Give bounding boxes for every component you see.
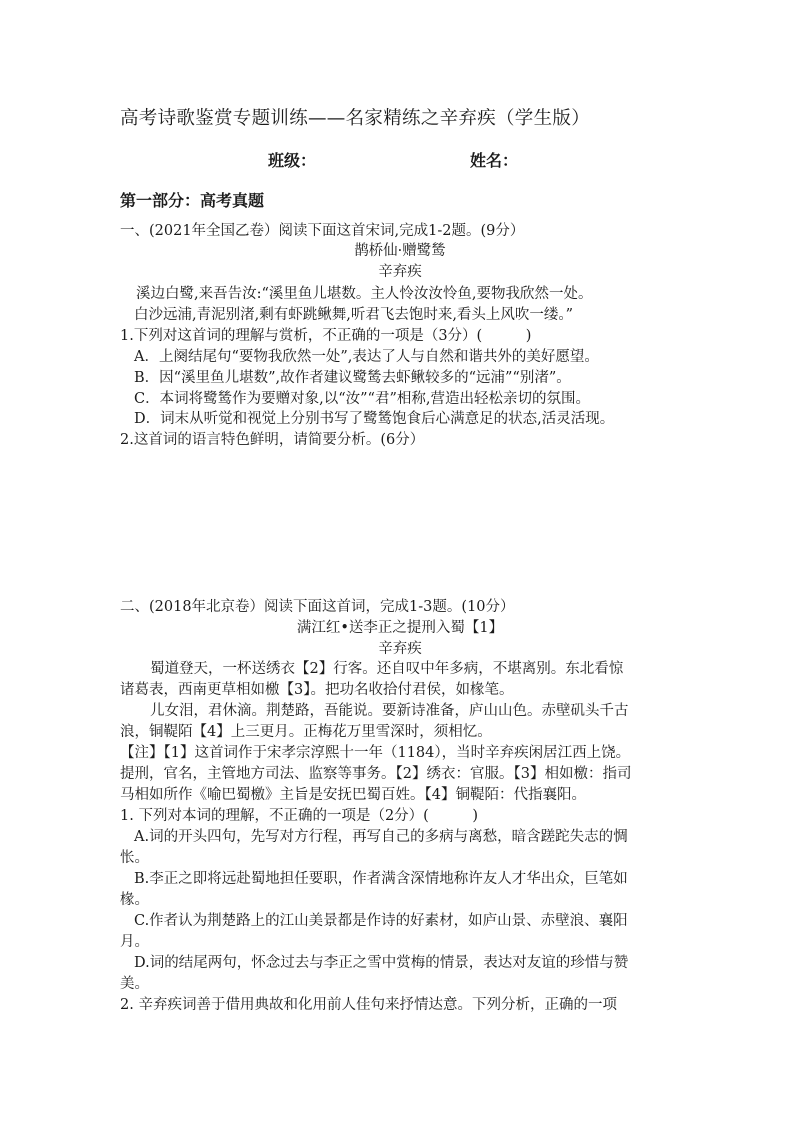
q1-intro: 一、(2021年全国乙卷）阅读下面这首宋词,完成1-2题。(9分） (120, 223, 525, 239)
q1-option-b: B．因“溪里鱼儿堪数”,故作者建议鹭鸶去虾鳅较多的“远浦”“别渚”。 (134, 370, 571, 386)
q2-intro: 二、(2018年北京卷）阅读下面这首词，完成1-3题。(10分） (120, 599, 515, 615)
q1-option-c: C．本词将鹭鸶作为要赠对象,以“汝”“君”相称,营造出轻松亲切的氛围。 (134, 391, 590, 407)
q2-option-a: A.词的开头四句，先写对方行程，再写自己的多病与离愁，暗含蹉跎失志的惆 (134, 829, 628, 845)
name-label: 姓名： (470, 151, 519, 170)
q2-poem-line: 儿女泪，君休滴。荆楚路，吾能说。要新诗准备，庐山山色。赤壁矶头千古 (150, 703, 629, 719)
q1-option-d: D．词末从听觉和视觉上分别书写了鹭鸶饱食后心满意足的状态,活灵活现。 (134, 411, 615, 427)
q2-note-line: 提刑，官名，主管地方司法、监察等事务。【2】绣衣：官服。【3】相如檄：指司 (120, 766, 632, 782)
q1-item2: 2.这首词的语言特色鲜明，请简要分析。(6分） (120, 432, 425, 448)
q2-poem-line: 蜀道登天，一杯送绣衣【2】行客。还自叹中年多病，不堪离别。东北看惊 (150, 661, 624, 677)
q2-poem-title: 满江红•送李正之提刑入蜀【1】 (296, 620, 504, 636)
q2-item1: 1. 下列对本词的理解，不正确的一项是（2分）( ) (120, 808, 478, 824)
q2-author: 辛弃疾 (378, 641, 422, 657)
q2-item2: 2. 辛弃疾词善于借用典故和化用前人佳句来抒情达意。下列分析，正确的一项 (120, 997, 617, 1013)
class-label: 班级： (268, 151, 317, 170)
document-title: 高考诗歌鉴赏专题训练——名家精练之辛弃疾（学生版） (120, 108, 591, 129)
q1-option-a: A．上阕结尾句“要物我欣然一处”,表达了人与自然和谐共外的美好愿望。 (134, 349, 599, 365)
q2-option-d: D.词的结尾两句，怀念过去与李正之雪中赏梅的情景，表达对友谊的珍惜与赞 (134, 955, 629, 971)
q2-option-b-cont: 椽。 (120, 892, 149, 908)
q1-item1: 1.下列对这首词的理解与赏析，不正确的一项是（3分）( ) (120, 328, 532, 344)
q2-note-line: 【注】【1】这首词作于宋孝宗淳熙十一年（1184），当时辛弃疾闲居江西上饶。 (120, 745, 631, 761)
q2-option-a-cont: 怅。 (120, 850, 149, 866)
q1-author: 辛弃疾 (378, 264, 422, 280)
q2-option-d-cont: 美。 (120, 976, 149, 992)
q2-poem-line: 浪，铜鞮陌【4】上三更月。正梅花万里雪深时，须相忆。 (120, 724, 492, 740)
q2-option-c: C.作者认为荆楚路上的江山美景都是作诗的好素材，如庐山景、赤壁浪、襄阳 (134, 913, 628, 929)
q2-note-line: 马相如所作《喻巴蜀檄》主旨是安抚巴蜀百姓。【4】铜鞮陌：代指襄阳。 (120, 787, 586, 803)
q2-option-b: B.李正之即将远赴蜀地担任要职，作者满含深情地称许友人才华出众，巨笔如 (134, 871, 628, 887)
q2-option-c-cont: 月。 (120, 934, 149, 950)
q2-poem-line: 诸葛表，西南更草相如檄【3】。把功名收拾付君侯，如椽笔。 (120, 682, 514, 698)
q1-poem-line: 溪边白鹭,来吾告汝:“溪里鱼儿堪数。主人怜汝汝怜鱼,要物我欣然一处。 (136, 286, 593, 302)
q1-poem-title: 鹊桥仙·赠鹭鸶 (354, 243, 446, 259)
q1-poem-line: 白沙远浦,青泥别渚,剩有虾跳鳅舞,听君飞去饱时来,看头上风吹一缕。” (134, 307, 574, 323)
part1-heading: 第一部分：高考真题 (120, 191, 265, 210)
